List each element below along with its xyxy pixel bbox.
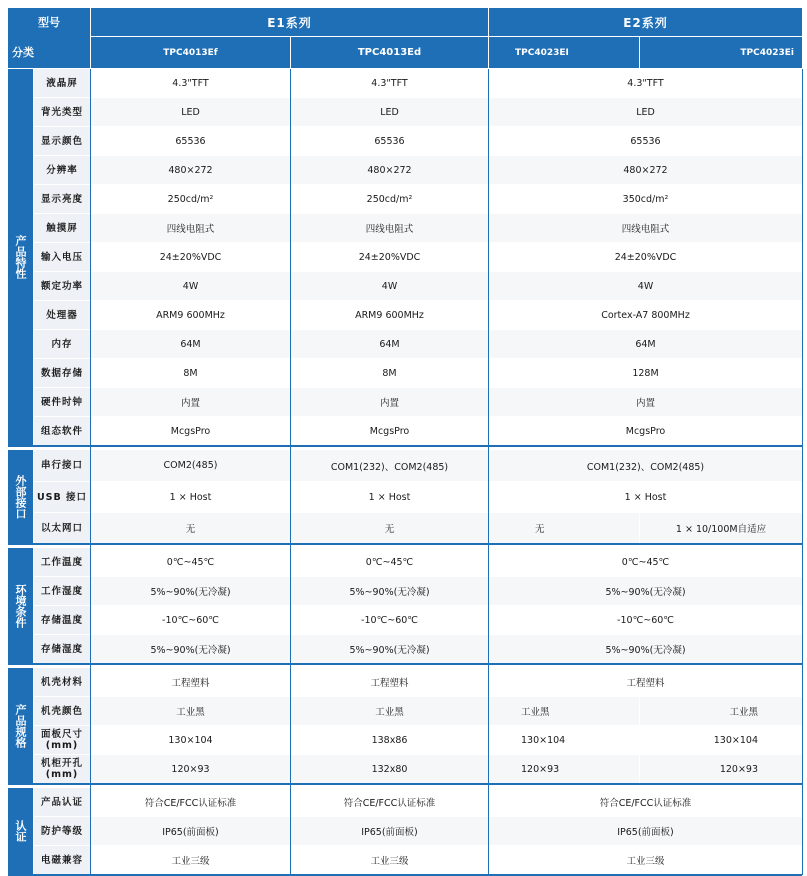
row-value-text: 65536 (630, 135, 661, 147)
section-category-label: 外部接口 (14, 474, 27, 519)
row-value-text: 工业黑 (521, 707, 550, 718)
row-value (91, 726, 290, 754)
row-value-text: 130×104 (168, 734, 213, 746)
row-label (34, 788, 90, 816)
row-label-text: 面板尺寸(mm) (40, 729, 83, 751)
row-label-text: 处理器 (46, 309, 78, 321)
row-label-text: 产品认证 (40, 796, 83, 808)
row-value-text: 无 (535, 524, 545, 535)
row-value-text: 工业黑 (375, 707, 404, 718)
row-value-text: LED (636, 106, 655, 118)
row-value (291, 726, 488, 754)
row-label-text: 存储湿度 (40, 643, 83, 655)
row-value (91, 417, 290, 445)
row-value-text: 1 × 10/100M自适应 (675, 524, 767, 535)
section-category-label: 产品特性 (14, 235, 27, 279)
row-value (489, 635, 802, 663)
row-label-text: USB 接口 (36, 491, 88, 503)
row-value (91, 788, 290, 816)
row-value-text: 四线电阻式 (166, 224, 215, 235)
row-value-text: 1 × Host (368, 491, 411, 503)
row-value (291, 301, 488, 329)
row-value (489, 697, 639, 725)
row-label-text: 显示亮度 (40, 193, 83, 205)
row-value-text: 4.3"TFT (172, 77, 209, 89)
row-value (640, 755, 802, 783)
row-value-text: 65536 (175, 135, 206, 147)
series-e1-header (91, 8, 488, 36)
row-value (91, 606, 290, 634)
row-value-text: 24±20%VDC (614, 251, 677, 263)
row-value (489, 417, 802, 445)
row-label (34, 577, 90, 605)
row-label (34, 817, 90, 845)
row-value-text: 工业黑 (176, 707, 205, 718)
row-value (489, 272, 802, 300)
row-value (91, 548, 290, 576)
row-value (489, 668, 802, 696)
row-value (91, 301, 290, 329)
row-value (291, 817, 488, 845)
row-label-text: 硬件时钟 (40, 396, 83, 408)
row-value (291, 330, 488, 358)
row-label (34, 301, 90, 329)
row-label-text: 分辨率 (46, 164, 78, 176)
model-tpc4013ed-header (291, 37, 488, 68)
row-label (34, 243, 90, 271)
row-value (91, 846, 290, 874)
row-value (489, 450, 802, 481)
row-value (489, 359, 802, 387)
row-label-text: 工作湿度 (40, 585, 83, 597)
section-2-category (8, 548, 33, 663)
row-label (34, 127, 90, 155)
row-value-text: McgsPro (369, 425, 410, 437)
row-label (34, 359, 90, 387)
row-value-text: COM1(232)、COM2(485) (330, 461, 449, 473)
row-value-text: 480×272 (623, 164, 668, 176)
row-label-text: 机壳材料 (40, 676, 83, 688)
row-value (291, 156, 488, 184)
section-divider (8, 663, 802, 665)
row-value-text: IP65(前面板) (617, 827, 674, 838)
row-label (34, 330, 90, 358)
row-label (34, 185, 90, 213)
row-value-text: 0℃~45℃ (166, 556, 215, 568)
row-value-text: 132x80 (371, 763, 408, 775)
row-value-text: 64M (180, 338, 201, 350)
row-value-text: 64M (379, 338, 400, 350)
row-value (291, 388, 488, 416)
row-value (489, 243, 802, 271)
row-value (291, 69, 488, 97)
row-value (91, 272, 290, 300)
row-value-text: IP65(前面板) (361, 827, 418, 838)
row-label-text: 输入电压 (40, 251, 83, 263)
row-value (291, 788, 488, 816)
row-value (91, 450, 290, 481)
row-value (291, 577, 488, 605)
row-value (489, 482, 802, 512)
row-value (91, 697, 290, 725)
row-label-text: 额定功率 (40, 280, 83, 292)
row-value-text: COM2(485) (163, 460, 218, 471)
row-value (489, 606, 802, 634)
row-label-text: 内存 (51, 338, 73, 350)
row-value-text: LED (380, 106, 399, 118)
row-value (489, 301, 802, 329)
row-value-text: -10℃~60℃ (617, 614, 674, 626)
row-label-text: 数据存储 (40, 367, 83, 379)
row-value-text: 250cd/m² (167, 193, 214, 205)
row-value-text: ARM9 600MHz (156, 309, 225, 321)
row-value-text: ARM9 600MHz (355, 309, 424, 321)
row-label (34, 668, 90, 696)
row-value (489, 548, 802, 576)
row-value (291, 482, 488, 512)
row-label-text: 工作温度 (40, 556, 83, 568)
row-label (34, 450, 90, 481)
row-value-text: 4W (637, 280, 654, 292)
row-value-text: 内置 (635, 398, 655, 409)
row-value (91, 243, 290, 271)
row-label (34, 417, 90, 445)
row-value-text: 1 × Host (169, 491, 212, 503)
row-value (489, 755, 639, 783)
row-value (489, 127, 802, 155)
row-value-text: 480×272 (168, 164, 213, 176)
row-label-text: 机壳颜色 (40, 705, 83, 717)
row-label-text: 触摸屏 (46, 222, 78, 234)
row-value (91, 817, 290, 845)
row-value-text: 4.3"TFT (627, 77, 664, 89)
row-value (291, 127, 488, 155)
row-value-text: 4W (381, 280, 398, 292)
row-value (291, 846, 488, 874)
row-value (91, 127, 290, 155)
row-value-text: 5%~90%(无冷凝) (150, 587, 231, 598)
row-value-text: 130×104 (521, 734, 566, 746)
row-value (291, 513, 488, 543)
row-value (291, 635, 488, 663)
column-divider (90, 69, 91, 875)
row-value-text: 250cd/m² (366, 193, 413, 205)
row-value-text: 4W (182, 280, 199, 292)
row-value (91, 513, 290, 543)
row-value (291, 98, 488, 126)
row-value-text: 5%~90%(无冷凝) (150, 645, 231, 656)
row-value (291, 272, 488, 300)
row-value-text: -10℃~60℃ (162, 614, 219, 626)
row-value (291, 755, 488, 783)
row-label-text: 以太网口 (40, 522, 83, 534)
row-value (291, 214, 488, 242)
row-value-text: 四线电阻式 (621, 224, 670, 235)
row-value-text: 64M (635, 338, 656, 350)
row-value (489, 788, 802, 816)
section-category-label: 环境条件 (14, 583, 27, 628)
row-value (489, 388, 802, 416)
row-label (34, 513, 90, 543)
row-label-text: 显示颜色 (40, 135, 83, 147)
row-label (34, 635, 90, 663)
row-value-text: 120×93 (171, 763, 210, 775)
category-header-label: 分类 (12, 46, 34, 59)
row-value-text: 无 (384, 524, 395, 535)
row-label (34, 606, 90, 634)
model-tpc4023ei-header (640, 37, 802, 68)
row-value-text: 24±20%VDC (358, 251, 421, 263)
section-category-label: 产品规格 (14, 703, 27, 748)
row-value-text: Cortex-A7 800MHz (601, 309, 690, 321)
row-value-text: 5%~90%(无冷凝) (605, 587, 686, 598)
column-divider (488, 69, 489, 875)
row-value-text: COM1(232)、COM2(485) (586, 461, 705, 473)
row-value-text: 符合CE/FCC认证标准 (144, 798, 237, 809)
row-value (291, 450, 488, 481)
model-label: TPC4023EI (515, 47, 569, 58)
row-value (91, 330, 290, 358)
row-value-text: 4.3"TFT (371, 77, 408, 89)
row-value-text: 120×93 (521, 763, 560, 775)
row-value (91, 69, 290, 97)
row-label (34, 482, 90, 512)
row-label (34, 156, 90, 184)
row-value-text: 480×272 (367, 164, 412, 176)
row-value-text: 工程塑料 (370, 678, 409, 689)
row-label-text: 组态软件 (40, 425, 83, 437)
section-divider (8, 783, 802, 785)
row-value-text: LED (181, 106, 200, 118)
column-divider (290, 69, 291, 875)
row-label (34, 697, 90, 725)
row-value (489, 214, 802, 242)
row-value (291, 668, 488, 696)
row-value (91, 482, 290, 512)
row-value (291, 697, 488, 725)
row-value (291, 606, 488, 634)
row-value-text: 350cd/m² (622, 193, 669, 205)
row-value (489, 185, 802, 213)
row-value (291, 417, 488, 445)
row-label (34, 755, 90, 783)
row-value-text: 四线电阻式 (365, 224, 414, 235)
row-value (91, 359, 290, 387)
model-label: TPC4023Ei (740, 47, 794, 58)
row-value (91, 98, 290, 126)
row-value-text: 内置 (379, 398, 399, 409)
row-value (489, 846, 802, 874)
row-value (91, 388, 290, 416)
row-label-text: 存储温度 (40, 614, 83, 626)
row-value-text: 工业三级 (626, 856, 665, 867)
row-value-text: 5%~90%(无冷凝) (349, 645, 430, 656)
row-value-text: 130×104 (713, 734, 758, 746)
row-value (91, 668, 290, 696)
row-value-text: 65536 (374, 135, 405, 147)
row-value (489, 817, 802, 845)
row-value-text: 符合CE/FCC认证标准 (343, 798, 436, 809)
row-value-text: 工业三级 (370, 856, 409, 867)
row-value (489, 330, 802, 358)
row-value-text: 工程塑料 (626, 678, 665, 689)
model-label: TPC4013Ed (357, 47, 422, 58)
row-value (291, 548, 488, 576)
model-tpc4013ef-header (91, 37, 290, 68)
category-header (8, 36, 90, 68)
row-label (34, 726, 90, 754)
row-value (291, 243, 488, 271)
row-label (34, 272, 90, 300)
row-value (91, 577, 290, 605)
section-category-label: 认证 (14, 820, 27, 842)
row-value-text: IP65(前面板) (162, 827, 219, 838)
model-tpc4023el-header (489, 37, 639, 68)
column-divider (802, 69, 803, 875)
row-value (91, 635, 290, 663)
section-3-category (8, 668, 33, 783)
row-value (489, 69, 802, 97)
row-value (91, 755, 290, 783)
section-divider (8, 543, 802, 545)
row-value-text: McgsPro (625, 425, 666, 437)
row-label (34, 548, 90, 576)
series-e2-label: E2系列 (623, 15, 668, 30)
row-value-text: 120×93 (719, 763, 758, 775)
row-value-text: 5%~90%(无冷凝) (349, 587, 430, 598)
row-value (91, 214, 290, 242)
row-value (489, 577, 802, 605)
section-0-category (8, 69, 33, 445)
row-label (34, 214, 90, 242)
row-value-text: 138x86 (371, 734, 408, 746)
row-value-text: 1 × Host (624, 491, 667, 503)
row-value-text: 工业三级 (171, 856, 210, 867)
row-label-text: 机柜开孔(mm) (40, 758, 83, 780)
row-value (291, 359, 488, 387)
series-e1-label: E1系列 (267, 15, 312, 30)
section-divider (8, 445, 802, 447)
row-value (640, 513, 802, 543)
row-value (291, 185, 488, 213)
row-label-text: 串行接口 (40, 460, 83, 471)
row-value-text: 8M (382, 367, 397, 379)
row-value (489, 513, 639, 543)
row-value (489, 726, 639, 754)
row-value-text: 0℃~45℃ (365, 556, 414, 568)
model-label: TPC4013Ef (163, 47, 218, 58)
row-label-text: 液晶屏 (46, 77, 78, 89)
section-1-category (8, 450, 33, 543)
model-header-label: 型号 (38, 16, 60, 29)
row-label-text: 电磁兼容 (40, 854, 83, 866)
model-header (8, 8, 90, 36)
row-value-text: 符合CE/FCC认证标准 (599, 798, 692, 809)
row-value-text: 8M (183, 367, 198, 379)
row-value (91, 185, 290, 213)
row-label-text: 防护等级 (40, 825, 83, 837)
row-value-text: -10℃~60℃ (361, 614, 418, 626)
row-value-text: McgsPro (170, 425, 211, 437)
row-value (489, 98, 802, 126)
row-value-text: 工程塑料 (171, 678, 210, 689)
row-value (640, 697, 802, 725)
row-label (34, 846, 90, 874)
row-value-text: 无 (185, 524, 196, 535)
row-value-text: 128M (632, 367, 659, 379)
row-value (640, 726, 802, 754)
row-value-text: 0℃~45℃ (621, 556, 670, 568)
row-value-text: 5%~90%(无冷凝) (605, 645, 686, 656)
row-label (34, 388, 90, 416)
series-e2-header (489, 8, 802, 36)
row-value-text: 内置 (180, 398, 200, 409)
row-value-text: 工业黑 (729, 707, 758, 718)
row-label (34, 98, 90, 126)
row-value (91, 156, 290, 184)
row-value-text: 24±20%VDC (159, 251, 222, 263)
section-4-category (8, 788, 33, 874)
row-label (34, 69, 90, 97)
row-value (489, 156, 802, 184)
row-label-text: 背光类型 (40, 106, 83, 118)
